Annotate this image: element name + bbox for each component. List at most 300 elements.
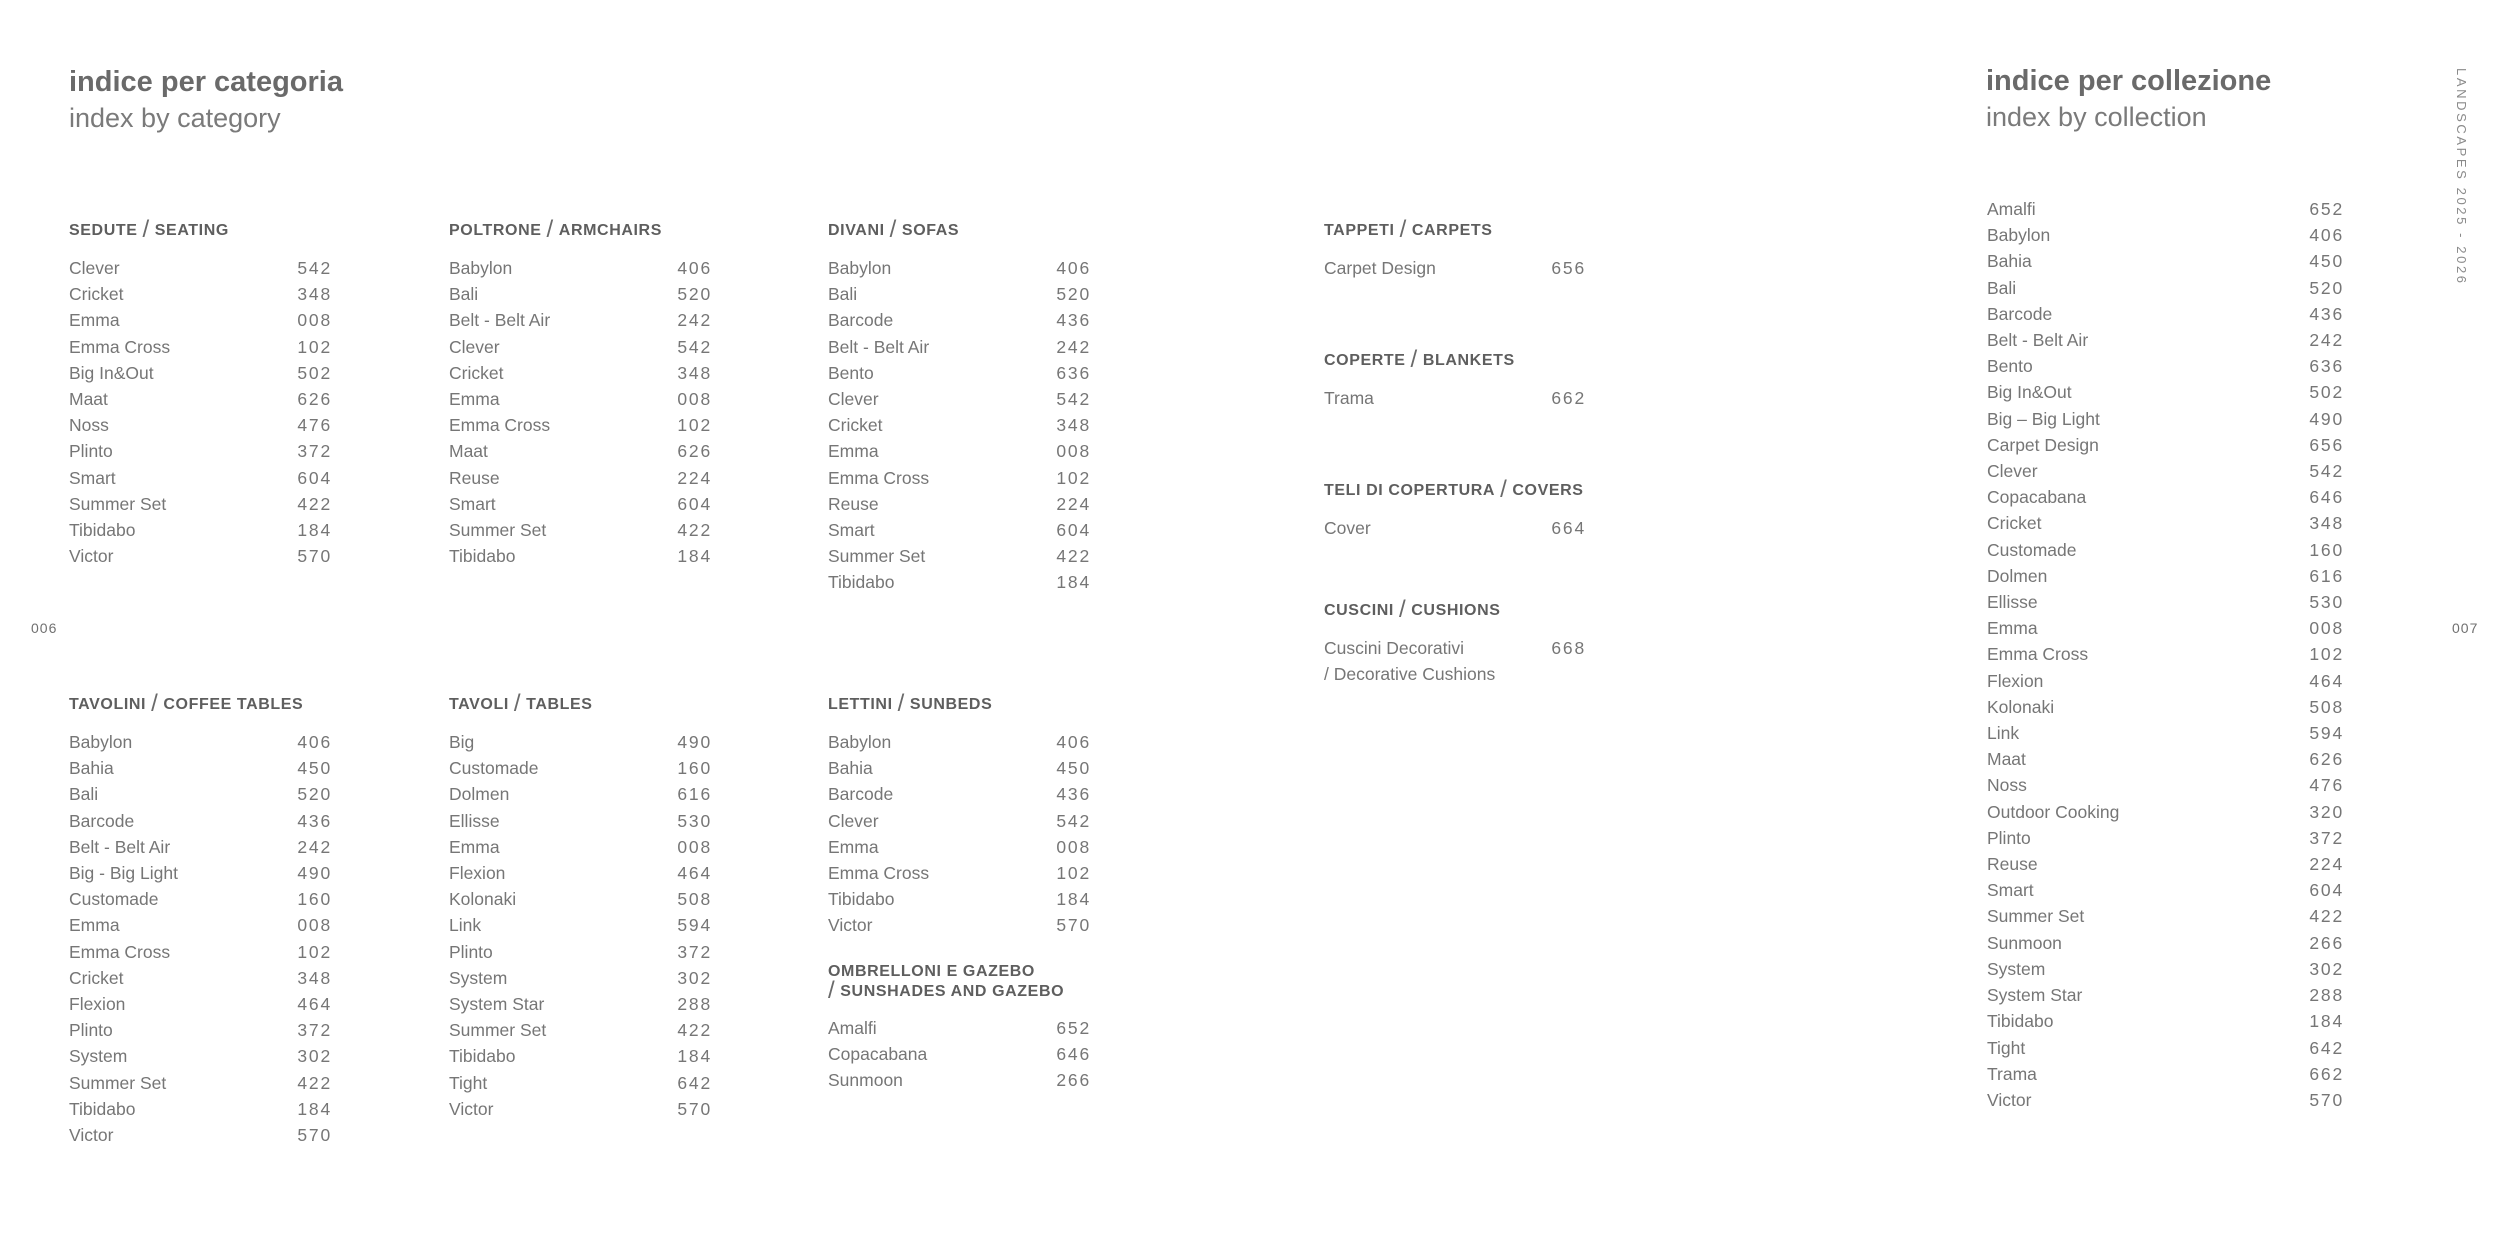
index-entry	[1987, 196, 2344, 222]
entry-name-line: Smart	[69, 467, 116, 488]
entry-name-line: Plinto	[69, 1020, 113, 1041]
entry-page-number: 102	[297, 336, 332, 357]
index-entry	[1987, 537, 2344, 563]
index-entry	[449, 386, 712, 412]
entry-page-number: 604	[297, 467, 332, 488]
index-entry	[828, 465, 1091, 491]
index-entry	[449, 808, 712, 834]
entry-name	[69, 517, 135, 543]
entry-page-number: 266	[1056, 1070, 1091, 1091]
entry-name	[1987, 379, 2072, 405]
entry-page-number: 664	[1551, 518, 1586, 538]
entry-page-number: 184	[2309, 1011, 2344, 1032]
index-entry	[69, 334, 332, 360]
entry-name	[69, 834, 170, 860]
entry-name	[828, 517, 875, 543]
index-entry	[1987, 825, 2344, 851]
entry-page-number: 406	[2309, 225, 2344, 246]
entry-name-line: Bento	[1987, 356, 2033, 377]
entry-name-line: Tibidabo	[828, 572, 895, 593]
entry-name	[449, 465, 500, 491]
entry-name-line: Kolonaki	[449, 889, 517, 910]
entry-name-line: Big – Big Light	[1987, 408, 2100, 429]
title-english: index by collection	[1986, 102, 2207, 132]
title-italian: indice per categoria	[69, 66, 343, 98]
section-title	[69, 216, 332, 243]
index-entry	[69, 491, 332, 517]
entry-name-line: System Star	[1987, 985, 2083, 1006]
entry-page-number: 242	[677, 310, 712, 331]
section-title-italian: OMBRELLONI E GAZEBO	[828, 963, 1035, 980]
index-entry	[69, 1017, 332, 1043]
entry-page-number: 422	[1056, 546, 1091, 567]
entry-name-line: Emma Cross	[1987, 644, 2089, 665]
index-entry	[449, 965, 712, 991]
section-title-italian: TAVOLINI	[69, 696, 147, 713]
index-entry	[1987, 1035, 2344, 1061]
entry-name	[69, 360, 154, 386]
entry-name-line: Cricket	[69, 967, 124, 988]
entry-name-line: Kolonaki	[1987, 696, 2055, 717]
entry-name-line: Amalfi	[828, 1018, 877, 1038]
entry-page-number: 450	[1056, 758, 1091, 779]
entry-name-line: Reuse	[828, 493, 879, 514]
entry-name-line: Maat	[449, 441, 488, 462]
index-entry	[449, 912, 712, 938]
entry-page-number: 520	[2309, 277, 2344, 298]
entry-page-number: 184	[297, 520, 332, 541]
entry-page-number: 302	[297, 1046, 332, 1067]
title-italian: indice per collezione	[1986, 65, 2272, 97]
entry-name	[69, 912, 120, 938]
index-entry	[69, 307, 332, 333]
index-entry	[1987, 353, 2344, 379]
entry-page-number: 348	[677, 362, 712, 383]
index-entry	[828, 1067, 1091, 1093]
entry-name-line: Clever	[449, 336, 500, 357]
category-index-title	[69, 64, 343, 136]
section-title	[1324, 346, 1586, 373]
entry-name	[1987, 458, 2038, 484]
entry-page-number: 570	[677, 1098, 712, 1119]
index-entry	[1987, 510, 2344, 536]
entry-page-number: 642	[677, 1072, 712, 1093]
entry-name	[449, 360, 503, 386]
index-entry	[69, 543, 332, 569]
entry-name	[828, 1067, 903, 1093]
title-separator: /	[828, 977, 836, 1004]
section-title-english: SUNBEDS	[909, 696, 993, 713]
entry-name-line: Noss	[69, 415, 109, 436]
entry-name	[449, 334, 500, 360]
index-entry	[69, 281, 332, 307]
section-title-english: ARMCHAIRS	[558, 222, 662, 239]
entry-name-line: Barcode	[69, 810, 135, 831]
entry-name	[449, 386, 500, 412]
entry-page-number: 320	[2309, 801, 2344, 822]
entry-name	[1987, 563, 2047, 589]
entry-page-number: 570	[297, 1125, 332, 1146]
entry-name-line: Summer Set	[69, 493, 167, 514]
entry-page-number: 570	[297, 546, 332, 567]
index-entry	[449, 991, 712, 1017]
section-title-italian: TELI DI COPERTURA	[1324, 482, 1496, 499]
entry-name	[449, 834, 500, 860]
entry-name-line: Cricket	[1987, 513, 2042, 534]
index-entry	[449, 886, 712, 912]
entry-page-number: 406	[1056, 732, 1091, 752]
index-entry	[69, 912, 332, 938]
entry-page-number: 642	[2309, 1037, 2344, 1058]
entry-name	[828, 781, 893, 807]
entry-name-line: Emma	[449, 389, 500, 410]
entry-name	[828, 255, 891, 281]
index-entry	[1987, 668, 2344, 694]
entry-page-number: 436	[297, 810, 332, 831]
entry-name	[828, 860, 929, 886]
entry-name	[1987, 982, 2082, 1008]
index-entry	[1987, 746, 2344, 772]
entry-name-line: Reuse	[1987, 854, 2038, 875]
entry-page-number: 184	[1056, 572, 1091, 593]
entry-name	[449, 491, 496, 517]
entry-name	[449, 543, 515, 569]
entry-name	[449, 886, 516, 912]
entry-name-line: Emma	[449, 836, 500, 857]
index-entry	[828, 412, 1091, 438]
index-entry	[449, 465, 712, 491]
entry-page-number: 530	[2309, 592, 2344, 613]
entry-name	[828, 569, 894, 595]
entry-page-number: 008	[677, 836, 712, 857]
section-armchairs	[449, 216, 712, 569]
index-entry	[69, 939, 332, 965]
index-entry	[449, 860, 712, 886]
index-entry	[69, 1096, 332, 1122]
entry-name-line: Cuscini Decorativi	[1324, 638, 1465, 658]
entry-page-number: 008	[297, 310, 332, 331]
entry-name-line: Babylon	[828, 732, 892, 752]
entry-name	[69, 1070, 166, 1096]
section-title	[449, 690, 712, 717]
index-entry	[69, 965, 332, 991]
entry-page-number: 224	[677, 467, 712, 488]
entry-name-line: Tight	[449, 1072, 488, 1093]
title-separator: /	[513, 690, 522, 717]
index-entry	[1987, 799, 2344, 825]
entry-name	[1987, 1061, 2037, 1087]
index-entry	[69, 386, 332, 412]
entry-page-number: 652	[1056, 1018, 1091, 1038]
collection-list	[1987, 196, 2344, 1113]
entry-name-line: Bento	[828, 362, 874, 383]
entry-name	[449, 307, 550, 333]
entry-page-number: 008	[677, 389, 712, 410]
entry-name	[1987, 327, 2088, 353]
entry-page-number: 302	[677, 967, 712, 988]
index-entry	[449, 360, 712, 386]
index-entry	[69, 438, 332, 464]
section-title-italian: CUSCINI	[1324, 602, 1394, 619]
index-entry	[69, 781, 332, 807]
entry-page-number: 604	[677, 493, 712, 514]
entry-page-number: 160	[677, 758, 712, 779]
entry-name	[69, 755, 114, 781]
entry-page-number: 008	[297, 915, 332, 936]
entry-name-line: System Star	[449, 994, 545, 1015]
entry-name	[1987, 432, 2099, 458]
index-entry	[449, 1017, 712, 1043]
entry-page-number: 102	[1056, 467, 1091, 488]
entry-page-number: 616	[2309, 565, 2344, 586]
entry-name	[69, 543, 113, 569]
index-entry	[1987, 930, 2344, 956]
entry-name-line: Cricket	[69, 284, 124, 305]
index-entry	[1987, 275, 2344, 301]
entry-page-number: 636	[1056, 362, 1091, 383]
index-entry	[1987, 222, 2344, 248]
entry-page-number: 464	[297, 994, 332, 1015]
entry-name-line: Emma	[828, 441, 879, 462]
index-entry	[828, 334, 1091, 360]
entry-name-line: Emma	[69, 310, 120, 331]
entry-name	[69, 781, 98, 807]
entry-name-line: Babylon	[1987, 225, 2051, 246]
entry-name	[828, 1015, 877, 1041]
index-entry	[828, 912, 1091, 938]
entry-name-line: Sunmoon	[1987, 932, 2062, 953]
entry-name-line: Emma	[828, 836, 879, 857]
entry-page-number: 490	[2309, 408, 2344, 429]
entry-name-line: Copacabana	[828, 1044, 928, 1065]
index-entry	[1987, 327, 2344, 353]
entry-name-line: Noss	[1987, 775, 2027, 796]
entry-name-line: Babylon	[828, 258, 892, 278]
index-entry	[1987, 432, 2344, 458]
entry-name	[449, 939, 493, 965]
entry-name-line: Sunmoon	[828, 1070, 903, 1091]
index-entry	[1987, 458, 2344, 484]
index-entry	[69, 1070, 332, 1096]
index-entry	[1324, 385, 1586, 411]
title-separator: /	[546, 216, 554, 243]
index-entry	[1987, 982, 2344, 1008]
entry-name	[1987, 694, 2054, 720]
entry-name	[449, 729, 474, 755]
title-separator: /	[897, 690, 905, 717]
entry-page-number: 626	[677, 441, 712, 462]
entry-name-line: Cover	[1324, 518, 1371, 538]
entry-name-line: Clever	[69, 258, 120, 278]
index-entry	[449, 781, 712, 807]
entry-name	[828, 543, 925, 569]
entry-name-line: Bahia	[1987, 251, 2032, 272]
section-title-english: CARPETS	[1411, 222, 1493, 239]
entry-page-number: 422	[297, 1072, 332, 1093]
entry-name-line: Flexion	[1987, 670, 2044, 691]
entry-name	[828, 334, 929, 360]
entry-page-number: 348	[297, 284, 332, 305]
index-entry	[449, 334, 712, 360]
entry-name	[1987, 301, 2052, 327]
entry-page-number: 542	[1056, 810, 1091, 831]
index-entry	[69, 991, 332, 1017]
section-carpets	[1324, 216, 1586, 281]
entry-name-line: Victor	[69, 1125, 114, 1146]
entry-name-line: Big In&Out	[1987, 382, 2072, 403]
entry-name-line: System	[69, 1046, 128, 1067]
entry-name	[449, 1096, 493, 1122]
entry-name	[449, 912, 481, 938]
index-entry	[1987, 903, 2344, 929]
entry-page-number: 422	[297, 493, 332, 514]
entry-page-number: 652	[2309, 199, 2344, 219]
entry-page-number: 464	[2309, 670, 2344, 691]
entry-name-line: / Decorative Cushions	[1324, 664, 1496, 685]
entry-name	[1987, 615, 2038, 641]
entry-name	[69, 1096, 135, 1122]
index-entry	[449, 834, 712, 860]
entry-page-number: 656	[1551, 258, 1586, 278]
entry-page-number: 102	[1056, 863, 1091, 884]
entry-name-line: Clever	[828, 810, 879, 831]
index-entry	[828, 255, 1091, 281]
entry-name-line: Plinto	[1987, 827, 2031, 848]
entry-name-line: Smart	[449, 493, 496, 514]
entry-page-number: 160	[297, 889, 332, 910]
entry-name-line: Smart	[828, 520, 875, 541]
entry-name-line: Emma Cross	[828, 467, 930, 488]
entry-name-line: Ellisse	[1987, 592, 2038, 613]
entry-name-line: Carpet Design	[1987, 434, 2099, 455]
entry-page-number: 502	[297, 362, 332, 383]
entry-name	[828, 729, 891, 755]
entry-name-line: Ellisse	[449, 810, 500, 831]
entry-page-number: 184	[677, 546, 712, 567]
catalog-side-label: LANDSCAPES 2025 - 2026	[2454, 68, 2469, 286]
entry-name-line: Tibidabo	[1987, 1011, 2054, 1032]
section-title	[1324, 216, 1586, 243]
entry-name-line: Babylon	[69, 732, 133, 752]
entry-name-line: Plinto	[449, 941, 493, 962]
entry-name	[1987, 406, 2100, 432]
page-number-left: 006	[31, 620, 58, 636]
entry-page-number: 604	[1056, 520, 1091, 541]
entry-name	[1987, 353, 2033, 379]
entry-page-number: 570	[1056, 915, 1091, 936]
entry-name	[828, 755, 873, 781]
entry-name-line: Summer Set	[828, 546, 926, 567]
entry-name	[1987, 668, 2043, 694]
entry-name	[1987, 196, 2036, 222]
entry-name-line: Victor	[69, 546, 114, 567]
title-separator: /	[151, 690, 159, 717]
entry-name-line: Emma Cross	[69, 336, 171, 357]
entry-name	[1987, 772, 2027, 798]
entry-name-line: Customade	[1987, 539, 2077, 560]
section-title	[828, 216, 1091, 243]
entry-name	[1987, 930, 2062, 956]
index-entry	[1987, 772, 2344, 798]
entry-name-line: Barcode	[1987, 303, 2053, 324]
index-entry	[1987, 641, 2344, 667]
index-entry	[449, 438, 712, 464]
section-title-english: SEATING	[154, 222, 229, 239]
entry-name	[828, 1041, 927, 1067]
entry-name	[69, 307, 120, 333]
section-title	[69, 690, 332, 717]
index-entry	[449, 755, 712, 781]
title-english: index by category	[69, 103, 281, 133]
entry-page-number: 476	[2309, 775, 2344, 796]
entry-name-line: Victor	[449, 1098, 494, 1119]
entry-name-line: Tight	[1987, 1037, 2026, 1058]
index-entry	[828, 860, 1091, 886]
entry-name	[1987, 222, 2050, 248]
section-coffee-tables	[69, 690, 332, 1148]
entry-name-line: Emma	[69, 915, 120, 936]
entry-page-number: 476	[297, 415, 332, 436]
entry-name-line: Tibidabo	[449, 546, 516, 567]
entry-name-line: Clever	[828, 389, 879, 410]
index-entry	[449, 1070, 712, 1096]
entry-page-number: 008	[1056, 836, 1091, 857]
index-entry	[69, 517, 332, 543]
index-entry	[1987, 563, 2344, 589]
entry-page-number: 102	[2309, 644, 2344, 665]
entry-name	[1987, 1008, 2053, 1034]
entry-name	[449, 755, 539, 781]
entry-name	[69, 965, 123, 991]
entry-name	[69, 991, 125, 1017]
index-entry	[1987, 301, 2344, 327]
index-entry	[1324, 255, 1586, 281]
index-entry	[1987, 406, 2344, 432]
entry-page-number: 604	[2309, 880, 2344, 901]
entry-name	[449, 281, 478, 307]
index-entry	[828, 781, 1091, 807]
entry-page-number: 542	[2309, 461, 2344, 482]
section-title	[1324, 596, 1586, 623]
entry-page-number: 626	[2309, 749, 2344, 770]
index-entry	[828, 569, 1091, 595]
entry-page-number: 626	[297, 389, 332, 410]
index-entry	[449, 255, 712, 281]
entry-name	[1987, 484, 2086, 510]
section-title	[828, 690, 1091, 717]
title-separator: /	[1399, 216, 1407, 243]
entry-name-line: Clever	[1987, 461, 2038, 482]
entry-page-number: 490	[677, 732, 712, 752]
index-entry	[828, 360, 1091, 386]
index-entry	[1987, 589, 2344, 615]
entry-name	[1324, 385, 1374, 411]
entry-page-number: 288	[2309, 985, 2344, 1006]
index-entry	[1987, 615, 2344, 641]
entry-page-number: 570	[2309, 1089, 2344, 1110]
entry-page-number: 530	[677, 810, 712, 831]
entry-name-line: Trama	[1987, 1063, 2037, 1084]
entry-page-number: 616	[677, 784, 712, 805]
section-cushions	[1324, 596, 1586, 687]
section-title-italian: POLTRONE	[449, 222, 542, 239]
entry-name-line: Link	[1987, 723, 2020, 744]
entry-name	[1987, 877, 2034, 903]
index-entry	[828, 386, 1091, 412]
entry-name	[1324, 515, 1371, 541]
entry-name-line: Flexion	[449, 863, 506, 884]
entry-name-line: Bali	[449, 284, 479, 305]
